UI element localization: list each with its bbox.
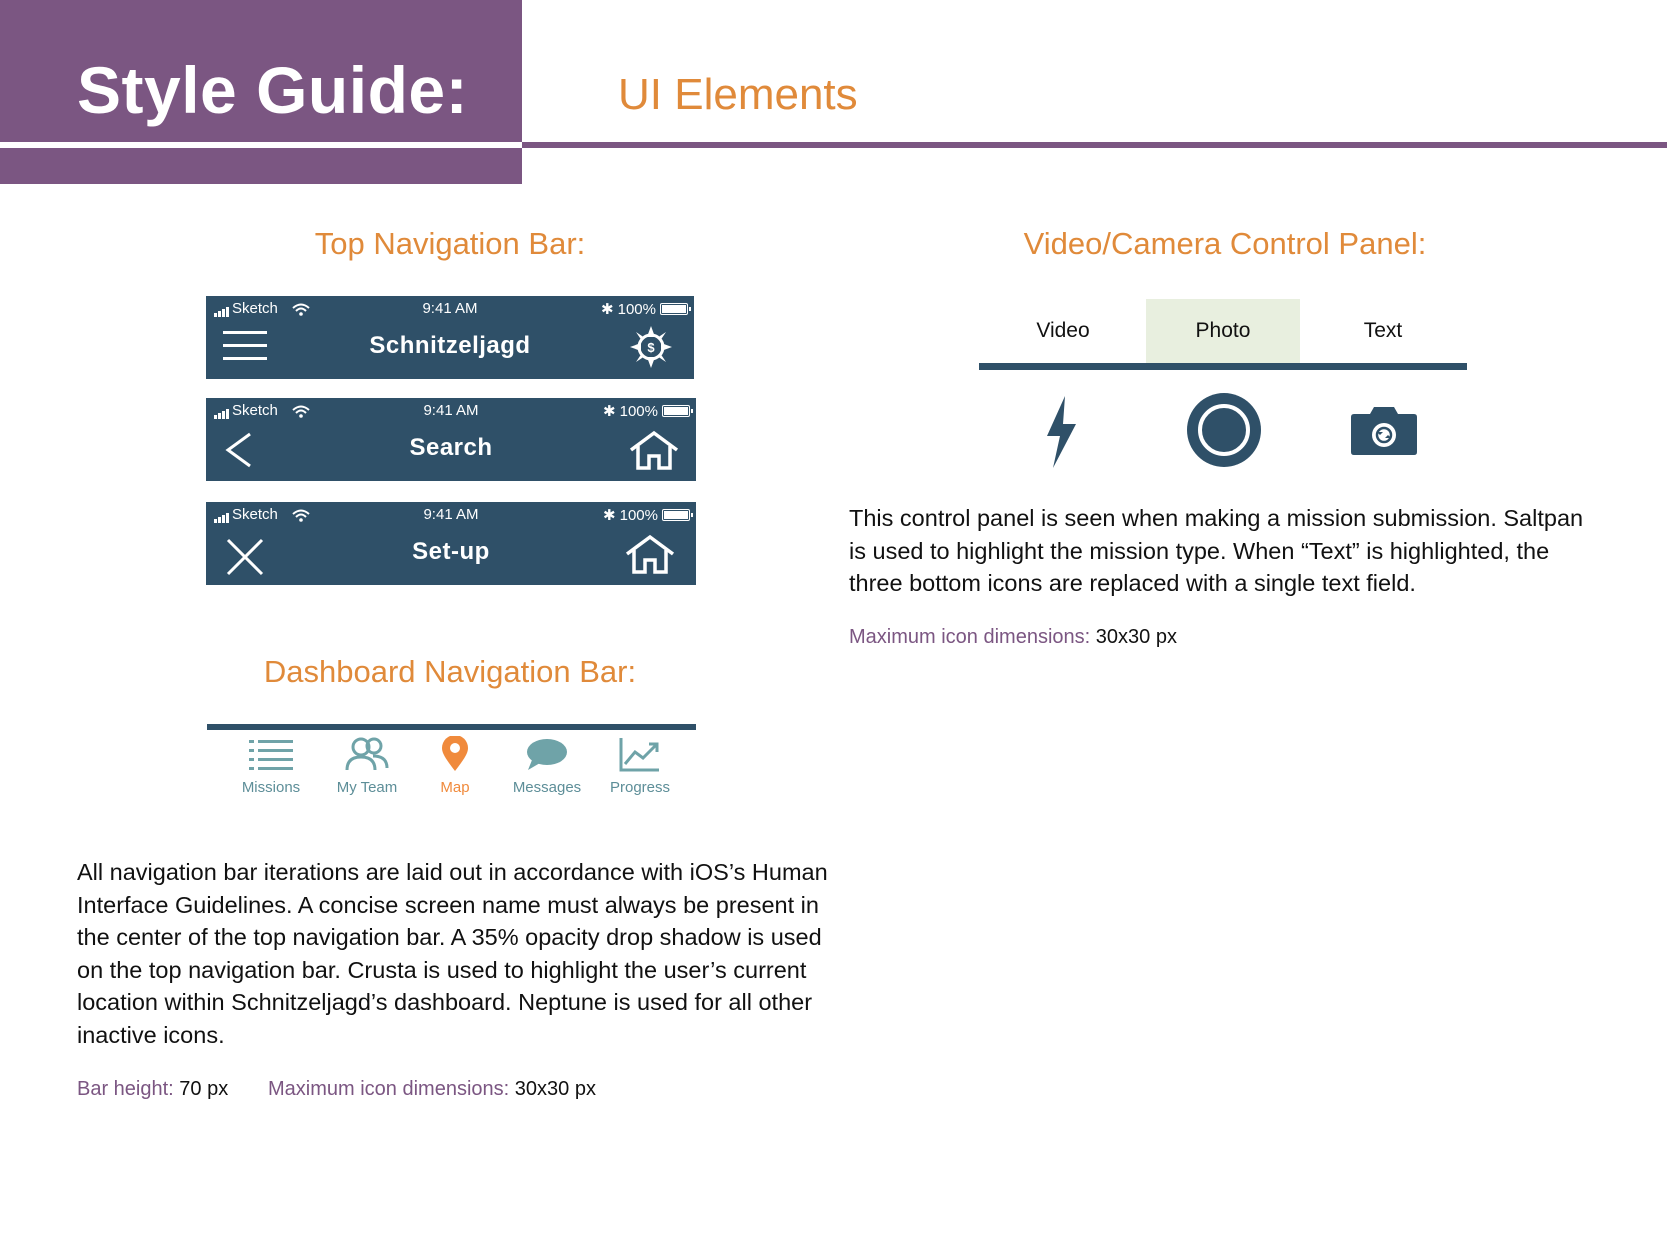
tab-video[interactable]: Video — [1036, 319, 1090, 342]
page-subtitle: UI Elements — [618, 70, 858, 119]
tab-underline — [979, 363, 1467, 370]
dashboard-label: My Team — [336, 779, 398, 796]
battery-icon — [662, 509, 690, 521]
bluetooth-icon: ✱ — [601, 301, 614, 318]
camera-panel-description: This control panel is seen when making a mission submission. Saltpan is used to highlight the mission type. When “Text” is highlighted, the three bottom icons are replaced with a single text field. — [849, 505, 1584, 596]
map-pin-icon — [440, 736, 470, 772]
dashboard-label: Messages — [512, 779, 582, 796]
dashboard-label: Progress — [609, 779, 671, 796]
dashboard-item-missions[interactable] — [226, 738, 316, 796]
battery-icon — [660, 303, 688, 315]
status-bar — [206, 502, 696, 528]
bluetooth-icon: ✱ — [603, 507, 616, 524]
camera-switch-icon[interactable] — [1350, 404, 1418, 461]
shutter-icon[interactable] — [1186, 392, 1262, 473]
nav-title: Search — [409, 434, 493, 461]
list-icon — [249, 738, 293, 772]
svg-text:$: $ — [647, 340, 655, 355]
nav-icon-dimension-spec — [268, 1078, 596, 1101]
dashboard-nav-section-title: Dashboard Navigation Bar: — [263, 654, 637, 689]
flash-icon[interactable] — [1043, 394, 1079, 475]
team-icon — [344, 736, 390, 772]
icon-dim-label: Maximum icon dimensions: — [268, 1078, 510, 1100]
dashboard-item-map[interactable] — [410, 736, 500, 796]
dashboard-item-messages[interactable] — [502, 738, 592, 796]
top-nav-section-title: Top Navigation Bar: — [314, 226, 586, 261]
bluetooth-icon: ✱ — [603, 403, 616, 420]
battery-label: 100% — [617, 300, 656, 318]
tab-photo[interactable]: Photo — [1146, 299, 1300, 363]
dashboard-item-progress[interactable] — [595, 736, 685, 796]
chat-bubble-icon — [526, 738, 568, 772]
bar-height-value: 70 px — [179, 1078, 229, 1100]
header-banner-lower — [0, 148, 522, 184]
dashboard-bar-top-border — [207, 724, 696, 730]
camera-icon-dimension-spec — [849, 626, 1177, 649]
carrier-label: Sketch — [232, 506, 278, 523]
icon-dim-value: 30x30 px — [514, 1078, 596, 1100]
battery-label: 100% — [619, 402, 658, 420]
status-time: 9:41 AM — [422, 300, 478, 317]
icon-dim-label: Maximum icon dimensions: — [849, 626, 1091, 648]
nav-description: All navigation bar iterations are laid out in accordance with iOS’s Human Interface Guidelines. A concise screen name must always be present in the center of the top navigation bar. A 35% opacity drop shadow is used on the top navigation bar. Crusta is used to highlight the user’s current location within Schnitzeljagd’s dashboard. Neptune is used for all other inactive icons. — [77, 859, 828, 1048]
status-bar — [206, 398, 696, 424]
nav-title: Schnitzeljagd — [369, 332, 531, 359]
top-nav-bar-search — [206, 398, 696, 481]
status-time: 9:41 AM — [423, 402, 479, 419]
home-icon[interactable] — [624, 534, 676, 579]
status-bar — [206, 296, 694, 322]
chart-icon — [619, 736, 661, 772]
dashboard-label: Map — [440, 779, 470, 796]
top-nav-bar-schnitzeljagd — [206, 296, 694, 379]
top-nav-bar-setup — [206, 502, 696, 585]
nav-title: Set-up — [412, 538, 490, 565]
dashboard-label: Missions — [241, 779, 301, 796]
header-rule — [522, 142, 1667, 148]
tab-text[interactable]: Text — [1363, 319, 1403, 342]
battery-icon — [662, 405, 690, 417]
home-icon[interactable] — [628, 430, 680, 475]
status-time: 9:41 AM — [423, 506, 479, 523]
bar-height-label: Bar height: — [77, 1078, 174, 1100]
carrier-label: Sketch — [232, 300, 278, 317]
camera-panel-section-title: Video/Camera Control Panel: — [1023, 226, 1427, 261]
bar-height-spec — [77, 1078, 228, 1101]
compass-icon[interactable] — [628, 324, 674, 375]
icon-dim-value: 30x30 px — [1095, 626, 1177, 648]
page-title: Style Guide: — [77, 53, 469, 127]
battery-label: 100% — [619, 506, 658, 524]
dashboard-item-my-team[interactable] — [322, 736, 412, 796]
carrier-label: Sketch — [232, 402, 278, 419]
